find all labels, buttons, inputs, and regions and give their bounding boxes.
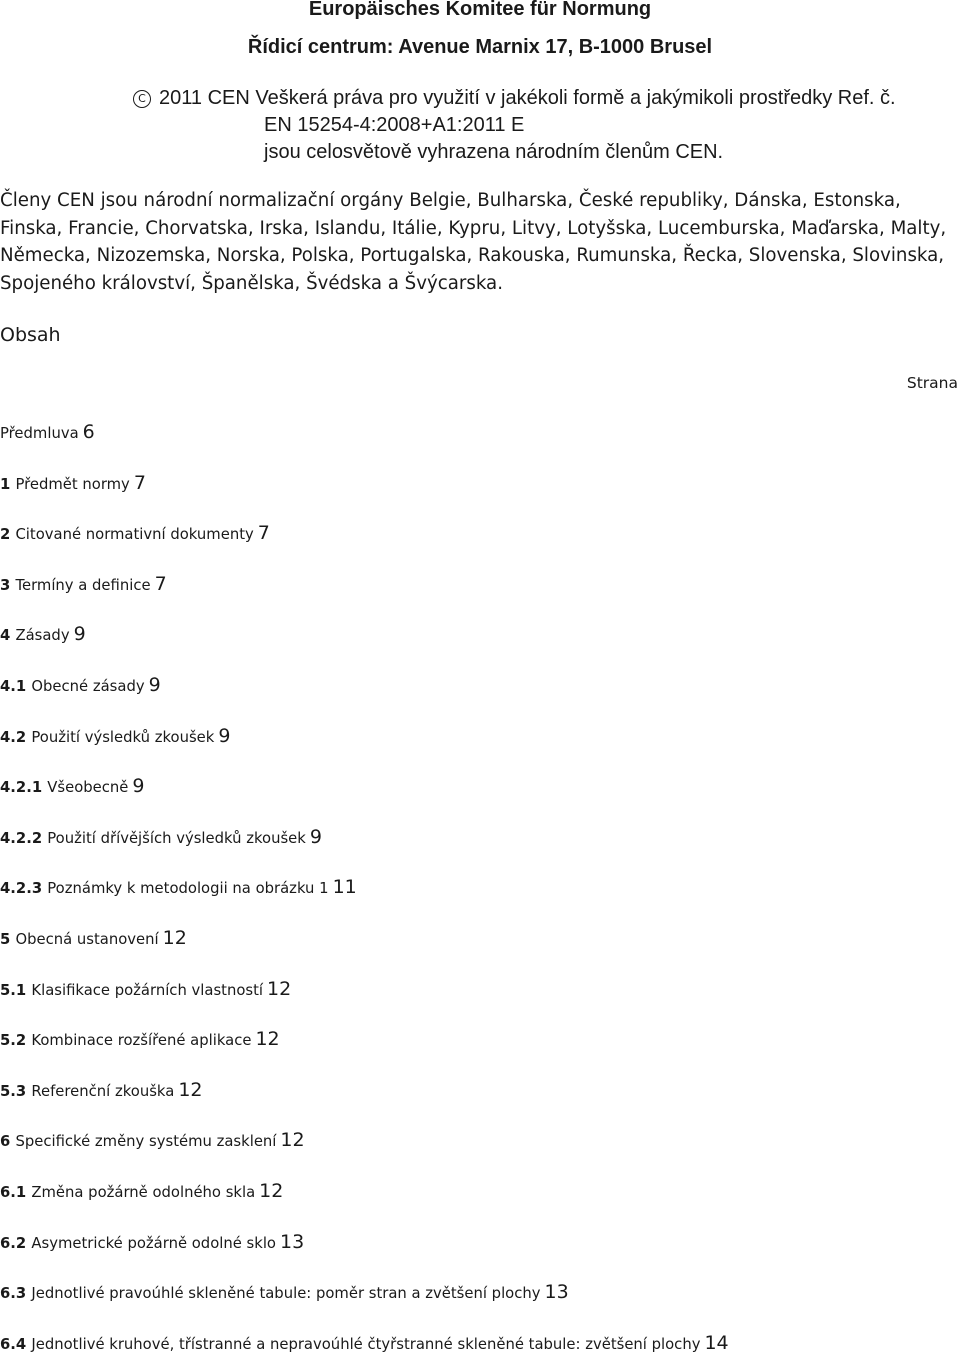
toc-entry[interactable] — [0, 1129, 305, 1151]
toc-entry-title: Klasifikace požárních vlastností — [31, 981, 264, 999]
members-paragraph: Členy CEN jsou národní normalizační orgány Belgie, Bulharska, České republiky, Dánska, Estonska, Finska, Francie, Chorvatska, Irska, Islandu, Itálie, Kypru, Litvy, Lotyšska, Lucemburska, Maďarska, Malty, Německa, Nizozemska, Norska, Polska, Portugalska, Rakouska, Rumunska, Řecka, Slovenska, Slovinska, Spojeného království, Španělska, Švédska a Švýcarska. — [0, 190, 947, 294]
toc-entry[interactable] — [0, 1028, 280, 1050]
toc-page-header: Strana — [906, 374, 958, 392]
toc-entry-page: 12 — [259, 1180, 284, 1202]
toc-entry-number: 5.1 — [0, 981, 32, 999]
toc-entry[interactable] — [0, 876, 357, 898]
copyright-icon: C — [133, 90, 151, 108]
toc-entry-page: 7 — [133, 471, 146, 494]
toc-entry[interactable] — [0, 725, 230, 747]
toc-entry-number: 6.3 — [0, 1285, 32, 1303]
toc-entry[interactable] — [0, 674, 161, 696]
toc-entry-page: 9 — [132, 775, 145, 798]
toc-entry-page: 7 — [154, 572, 167, 595]
toc-entry[interactable] — [0, 573, 167, 595]
toc-entry-title: Použití dřívějších výsledků zkoušek — [47, 829, 306, 847]
toc-entry-title: Jednotlivé pravoúhlé skleněné tabule: poměr stran a zvětšení plochy — [31, 1285, 541, 1303]
toc-entry-title: Poznámky k metodologii na obrázku 1 — [47, 880, 329, 898]
toc-entry-page: 11 — [332, 876, 357, 899]
toc-entry[interactable] — [0, 1180, 283, 1202]
toc-entry-title: Zásady — [15, 627, 70, 645]
toc-entry[interactable] — [0, 472, 146, 494]
toc-entry-page: 12 — [255, 1028, 280, 1051]
toc-entry-page: 9 — [309, 825, 322, 848]
toc-entry-page: 13 — [280, 1230, 305, 1253]
toc-entry[interactable] — [0, 1281, 569, 1303]
toc-entry-number: 4.1 — [0, 678, 32, 695]
toc-entry-page: 6 — [82, 421, 95, 443]
toc-entry-title: Citované normativní dokumenty — [15, 526, 254, 544]
toc-entry-number: 5.3 — [0, 1082, 32, 1100]
toc-entry-number: 6.1 — [0, 1184, 32, 1201]
toc-entry[interactable] — [0, 1231, 304, 1253]
toc-entry-number: 6.4 — [0, 1335, 32, 1353]
toc-title: Obsah — [0, 324, 61, 346]
toc-entry-page: 12 — [178, 1078, 203, 1101]
address-line: Řídicí centrum: Avenue Marnix 17, B-1000 Brusel — [247, 36, 713, 58]
copyright-text-1: 2011 CEN Veškerá práva pro využití v jakékoli formě a jakýmikoli prostředky Ref. č. — [159, 87, 896, 109]
toc-entry[interactable] — [0, 1079, 203, 1101]
organization-title: Europäisches Komitee für Normung — [308, 0, 652, 20]
toc-entry-page: 13 — [544, 1281, 569, 1304]
toc-entry-number: 4.2.2 — [0, 829, 48, 847]
toc-entry-title: Termíny a definice — [15, 576, 151, 594]
toc-entry-title: Obecné zásady — [31, 678, 145, 695]
copyright-rights: jsou celosvětově vyhrazena národním členům CEN. — [264, 141, 724, 163]
toc-entry-page: 12 — [267, 977, 292, 1000]
toc-entry[interactable] — [0, 927, 187, 949]
toc-entry-title: Kombinace rozšířené aplikace — [31, 1032, 252, 1050]
toc-entry[interactable] — [0, 826, 322, 848]
toc-entry-number: 5 — [0, 931, 16, 948]
toc-entry-title: Všeobecně — [47, 779, 129, 797]
toc-entry-page: 9 — [73, 623, 86, 646]
toc-entry-title: Asymetrické požárně odolné sklo — [31, 1234, 276, 1252]
toc-entry-number: 2 — [0, 526, 16, 544]
toc-entry-page: 9 — [218, 724, 231, 747]
toc-entry[interactable] — [0, 1332, 729, 1354]
toc-entry[interactable] — [0, 623, 86, 645]
toc-entry-page: 12 — [162, 927, 187, 949]
toc-entry-number: 4.2 — [0, 728, 32, 746]
toc-entry-title: Jednotlivé kruhové, třístranné a nepravoúhlé čtyřstranné skleněné tabule: zvětšení plochy — [31, 1335, 701, 1353]
toc-entry-number: 5.2 — [0, 1032, 32, 1050]
toc-entry-title: Předmluva — [0, 425, 79, 442]
toc-entry-number: 4 — [0, 627, 16, 645]
toc-entry-page: 9 — [148, 674, 161, 696]
toc-entry-title: Obecná ustanovení — [15, 931, 159, 948]
toc-entry-page: 12 — [280, 1129, 305, 1152]
toc-entry-title: Předmět normy — [15, 475, 130, 493]
toc-entry[interactable] — [0, 421, 95, 443]
toc-entry-page: 14 — [704, 1331, 729, 1354]
toc-entry[interactable] — [0, 775, 144, 797]
toc-entry-title: Referenční zkouška — [31, 1082, 175, 1100]
toc-entry[interactable] — [0, 978, 291, 1000]
toc-entry-page: 7 — [257, 522, 270, 545]
toc-entry-number: 1 — [0, 475, 16, 493]
copyright-line — [133, 87, 896, 110]
toc-entry-title: Použití výsledků zkoušek — [31, 728, 215, 746]
toc-entry-number: 6.2 — [0, 1234, 32, 1252]
copyright-ref: EN 15254-4:2008+A1:2011 E — [264, 114, 525, 136]
toc-entry[interactable] — [0, 522, 270, 544]
toc-entry-number: 3 — [0, 576, 16, 594]
toc-entry-number: 4.2.1 — [0, 779, 48, 797]
toc-entry-title: Změna požárně odolného skla — [31, 1184, 256, 1201]
toc-entry-title: Specifické změny systému zasklení — [15, 1133, 277, 1151]
toc-entry-number: 4.2.3 — [0, 880, 48, 898]
toc-entry-number: 6 — [0, 1133, 16, 1151]
